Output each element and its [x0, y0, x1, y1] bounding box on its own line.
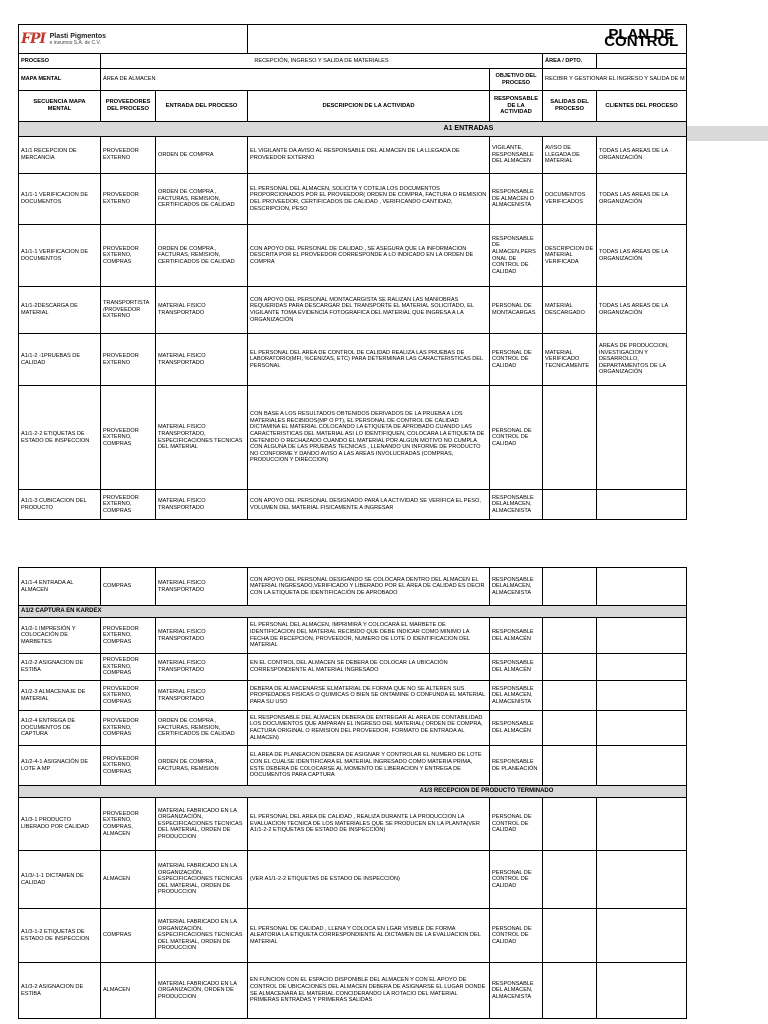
row-outputs: MATERIAL VERIFICADO TECNICAMENTE: [543, 334, 597, 386]
row-responsible: RESPONSABLE DELALMACEN, ALMACENISTA: [490, 490, 543, 520]
col-header-input: ENTRADA DEL PROCESO: [156, 91, 248, 122]
table-row: [19, 618, 687, 654]
row-sequence: A1/2-4-1 ASIGNACIÓN DE LOTE A MP: [19, 746, 101, 786]
row-suppliers: PROVEEDOR EXTERNO, COMPRAS: [101, 654, 156, 681]
mind-map-label: MAPA MENTAL: [19, 69, 101, 91]
row-outputs: [543, 746, 597, 786]
row-suppliers: PROVEEDOR EXTERNO, COMPRAS: [101, 225, 156, 287]
row-sequence: A1/3/-1-1 DICTAMEN DE CALIDAD: [19, 851, 101, 909]
row-sequence: A1/3-2 ASIGNACION DE ESTIBA: [19, 963, 101, 1019]
row-responsible: RESPONSABLE DE ALMACEN O ALMACENISTA: [490, 174, 543, 225]
table-row: [19, 568, 687, 606]
col-header-description: DESCRIPCION DE LA ACTIVIDAD: [248, 91, 490, 122]
row-outputs: MATERIAL DESCARGADO: [543, 287, 597, 334]
row-sequence: A1/2-1 IMPRESIÓN Y COLOCACIÓN DE MARBETES: [19, 618, 101, 654]
table-row: [19, 225, 687, 287]
section-bar-extension: [686, 126, 768, 141]
control-plan-table-page-2: [18, 567, 687, 1019]
logo-mark: FPI: [21, 30, 46, 47]
row-description: EN EL CONTROL DEL ALMACEN SE DEBERA DE COLOCAR LA UBICACIÓN CORRESPONDIENTE AL MATERIAL INGRESADO: [248, 654, 490, 681]
row-suppliers: PROVEEDOR EXTERNO, COMPRAS: [101, 490, 156, 520]
row-input: MATERIAL FABRICADO EN LA ORGANIZACIÓN, ESPECIFICACIONES TECNICAS DEL MATERIAL, ORDEN DE PRODUCCION: [156, 851, 248, 909]
row-description: CON BASE A LOS RESULTADOS OBTENIDOS DERIVADOS DE LA PRUEBA A LOS MATERIALES RECIBIDOS(MP O PT), EL PERSONAL DE CONTROL DE CALIDAD DICTAMINA EL MATERIAL COLOCANDO LA ETIQUETA DE APROBADO CUANDO LAS CARACTERISTICAS DEL MATERIAL ASI LO IDENTIFIQUEN, COLOCARA LA ETIQUETA DE DETENIDO O RECHAZADO CUANDO EL MATERIAL POR ALGUN MOTIVO NO CUMPLA CON ALGUNA DE LAS PRUEBAS TECNICAS , LLENANDO UN INFORME DE PRODUCTO NO CONFORME Y DANDO AVISO A LAS AREAS INVOLUCRADAS (COMPRAS, PRODUCCION Y DIRECCION): [248, 386, 490, 490]
row-clients: [597, 851, 687, 909]
table-row: [19, 681, 687, 711]
row-responsible: RESPONSABLE DEL ALMACÉN: [490, 618, 543, 654]
mind-map-row: [19, 69, 687, 91]
table-row: [19, 490, 687, 520]
row-description: CON APOYO DEL PERSONAL MONTACARGISTA SE RALIZAN LAS MANIOBRAS REQUERIDAS PARA DESCARGAR DEL TRANSPORTE EL MATERIAL SOLICITADO, EL VIGILANTE TOMA EVIDENCIA FOTOGRAFICA DEL MATERIAL QUE INGRESA A LA ORGANIZACIÓN: [248, 287, 490, 334]
row-input: ORDEN DE COMPRA , FACTURAS, REMISION: [156, 746, 248, 786]
row-clients: TODAS LAS AREAS DE LA ORGANIZACIÓN: [597, 174, 687, 225]
row-description: EL PERSONAL DEL AREA DE CALIDAD , REALIZA DURANTE LA PRODUCCION LA EVALUACION TECNICA DE LOS MATERIALES QUE SE PRODUCEN EN LA PLANTA(VER A1/1-2-2 ETIQUETAS DE ESTADO DE INSPECCIÓN): [248, 798, 490, 851]
control-plan-table-page-1: [18, 24, 687, 520]
row-input: MATERIAL FISICO TRANSPORTADO, ESPECIFICACIONES TECNICAS DEL MATERIAL: [156, 386, 248, 490]
row-outputs: [543, 711, 597, 746]
row-input: MATERIAL FISICO TRANSPORTADO: [156, 681, 248, 711]
row-suppliers: PROVEEDOR EXTERNO: [101, 174, 156, 225]
row-description: EL PERSONAL DEL AREA DE CONTROL DE CALIDAD REALIZA LAS PRUEBAS DE LABORATORIO(MFI, %CENIZAS, ETC) PARA DETERMINAR LAS CARACTERISTICAS DEL PERSONAL: [248, 334, 490, 386]
col-header-clients: CLIENTES DEL PROCESO: [597, 91, 687, 122]
process-value: RECEPCIÓN, INGRESO Y SALIDA DE MATERIALES: [101, 54, 543, 69]
company-logo: [19, 25, 248, 54]
row-description: EL RESPONSABLE DEL ALMACEN DEBERA DE ENTREGAR AL AREA DE CONTABILIDAD LOS DOCUMENTOS QUE AMPARAN EL INGRESO DEL MATERIAL( ORDEN DE COMPRA, FACTURA ORIGINAL O REMISION DEL PROVEEDOR, FORMATO DE ENTRADA AL ALMACEN): [248, 711, 490, 746]
row-clients: [597, 654, 687, 681]
row-outputs: [543, 963, 597, 1019]
row-responsible: PERSONAL DE CONTROL DE CALIDAD: [490, 851, 543, 909]
row-clients: [597, 711, 687, 746]
row-clients: [597, 568, 687, 606]
table-row: [19, 137, 687, 174]
row-responsible: RESPONSABLE DEL ALMACEN, ALMACENISTA: [490, 681, 543, 711]
row-outputs: [543, 681, 597, 711]
objective-value: RECIBIR Y GESTIONAR EL INGRESO Y SALIDA DE M: [543, 69, 687, 91]
section-row-a1: [19, 122, 687, 137]
row-responsible: RESPONSABLE DEL ALMACEN, ALMACENISTA: [490, 963, 543, 1019]
row-description: EL PERSONAL DEL ALMACEN, IMPRIMIRÁ Y COLOCARÁ EL MARBETE DE IDENTIFICACION DEL MATERIAL RECIBIDO QUE DEBE INDICAR COMO MINIMO LA FECHA DE RECEPCION, PROVEEDOR, NUMERO DE LOTE O IDENTIFICACION DEL MATERIAL: [248, 618, 490, 654]
row-input: ORDEN DE COMPRA , FACTURAS, REMISION, CERTIFICADOS DE CALIDAD: [156, 711, 248, 746]
row-clients: [597, 909, 687, 963]
row-suppliers: PROVEEDOR EXTERNO, COMPRAS: [101, 618, 156, 654]
row-clients: [597, 746, 687, 786]
row-input: MATERIAL FISICO TRANSPORTADO: [156, 568, 248, 606]
row-suppliers: PROVEEDOR EXTERNO, COMPRAS: [101, 386, 156, 490]
row-clients: TODAS LAS AREAS DE LA ORGANIZACIÓN: [597, 287, 687, 334]
area-label: ÁREA / DPTO.: [543, 54, 597, 69]
row-sequence: A1/3-1 PRODUCTO LIBERADO POR CALIDAD: [19, 798, 101, 851]
section-row-a13: [19, 786, 687, 798]
row-sequence: A1/1-1 VERIFICACION DE DOCUMENTOS: [19, 174, 101, 225]
row-responsible: RESPONSABLE DELALMACEN, ALMACENISTA: [490, 568, 543, 606]
area-value: [597, 54, 687, 69]
row-description: EL VIGILANTE DA AVISO AL RESPONSABLE DEL ALMACEN DE LA LLEGADA DE PROVEEDOR EXTERNO: [248, 137, 490, 174]
company-name: Plasti Pigmentos: [49, 32, 106, 40]
row-outputs: AVISO DE LLEGADA DE MATERIAL: [543, 137, 597, 174]
row-outputs: [543, 490, 597, 520]
row-responsible: RESPONSABLE DEL ALMACÉN: [490, 711, 543, 746]
row-suppliers: COMPRAS: [101, 909, 156, 963]
mind-map-value: ÁREA DE ALMACEN: [101, 69, 490, 91]
row-suppliers: PROVEEDOR EXTERNO: [101, 137, 156, 174]
row-description: EL PERSONAL DEL ALMACEN, SOLICITA Y COTEJA LOS DOCUMENTOS PROPORCIONADOS POR EL PROVEEDOR( ORDEN DE COMPRA, FACTURA O REMISION DEL PROVEEDOR, CERTIFICADOS DE CALIDAD , VERIFICANDO CANTIDAD, DESCRIPCION, PESO: [248, 174, 490, 225]
row-input: MATERIAL FABRICADO EN LA ORGANIZACIÓN, ESPECIFICACIONES TECNICAS DEL MATERIAL, ORDEN DE PRODUCCION: [156, 798, 248, 851]
objective-label: OBJETIVO DEL PROCESO: [490, 69, 543, 91]
table-row: [19, 746, 687, 786]
row-outputs: DESCRIPCION DE MATERIAL VERIFICADA: [543, 225, 597, 287]
table-row: [19, 174, 687, 225]
row-input: MATERIAL FISICO TRANSPORTADO: [156, 618, 248, 654]
row-sequence: A1/1 RECEPCION DE MERCANCIA: [19, 137, 101, 174]
row-description: CON APOYO DEL PERSONAL DESIGANDO SE COLOCARA DENTRO DEL ALMACEN EL MATERIAL INGRESADO,VERIFICADO Y LIBERADO POR EL ÁREA DE CALIDAD ES DECIR CON LA ETIQUETA DE IDENTIFICACIÓN DE APROBADO: [248, 568, 490, 606]
row-input: MATERIAL FISICO TRANSPORTADO: [156, 490, 248, 520]
row-suppliers: PROVEEDOR EXTERNO, COMPRAS: [101, 746, 156, 786]
row-description: EL AREA DE PLANEACION DEBERA DE ASIGNAR Y CONTROLAR EL NUMERO DE LOTE CON EL CUALSE IDENTIFICARA EL MATERIAL INGRESADO COMO MATERIA PRIMA, ESTE DEBERA DE COLOCARSE AL MOMENTO DE LIBERACION Y ENTREGA DE DOCUMENTOS PARA CAPTURA: [248, 746, 490, 786]
table-row: [19, 287, 687, 334]
row-suppliers: PROVEEDOR EXTERNO, COMPRAS, ALMACEN: [101, 798, 156, 851]
row-input: MATERIAL FISICO TRANSPORTADO: [156, 287, 248, 334]
col-header-suppliers: PROVEEDORES DEL PROCESO: [101, 91, 156, 122]
table-row: [19, 334, 687, 386]
row-clients: [597, 681, 687, 711]
row-sequence: A1/1-3 CUBICACION DEL PRODUCTO: [19, 490, 101, 520]
row-suppliers: PROVEEDOR EXTERNO, COMPRAS: [101, 681, 156, 711]
row-input: MATERIAL FISICO TRANSPORTADO: [156, 334, 248, 386]
row-sequence: A1/2-3 ALMACENAJE DE MATERIAL: [19, 681, 101, 711]
row-input: MATERIAL FISICO TRANSPORTADO: [156, 654, 248, 681]
row-clients: TODAS LAS AREAS DE LA ORGANIZACIÓN: [597, 225, 687, 287]
row-description: EL PERSONAL DE CALIDAD , LLENA Y COLOCA EN LGAR VISIBLE DE FORMA ALEATORIA LA ETIQUETA CORRESPONDIENTE AL DICTAMEN DE LA EVALUACION DEL MATERIAL: [248, 909, 490, 963]
row-responsible: PERSONAL DE CONTROL DE CALIDAD: [490, 909, 543, 963]
table-row: [19, 711, 687, 746]
row-description: (VER A1/1-2-2 ETIQUETAS DE ESTADO DE INSPECCIÓN): [248, 851, 490, 909]
row-clients: [597, 490, 687, 520]
table-row: [19, 851, 687, 909]
col-header-responsible: RESPONSABLE DE LA ACTIVIDAD: [490, 91, 543, 122]
row-outputs: DOCUMENTOS VERIFICADOS: [543, 174, 597, 225]
row-outputs: [543, 909, 597, 963]
row-sequence: A1/1-4 ENTRADA AL ALMACEN: [19, 568, 101, 606]
table-row: [19, 798, 687, 851]
row-clients: [597, 386, 687, 490]
row-responsible: RESPONSABLE DE ALMACEN,PERSONAL DE CONTROL DE CALIDAD: [490, 225, 543, 287]
row-input: ORDEN DE COMPRA: [156, 137, 248, 174]
column-header-row: [19, 91, 687, 122]
row-input: ORDEN DE COMPRA , FACTURAS, REMISION, CERTIFICADOS DE CALIDAD: [156, 225, 248, 287]
document-title: PLAN DE CONTROL: [597, 25, 687, 54]
row-responsible: PERSONAL DE CONTROL DE CALIDAD: [490, 386, 543, 490]
row-outputs: [543, 798, 597, 851]
table-row: [19, 963, 687, 1019]
col-header-sequence: SECUENCIA MAPA MENTAL: [19, 91, 101, 122]
company-legal-name: e insumos S.A. de C.V.: [49, 39, 101, 46]
col-header-outputs: SALIDAS DEL PROCESO: [543, 91, 597, 122]
header-row: [19, 25, 687, 54]
table-row: [19, 909, 687, 963]
row-responsible: PERSONAL DE MONTACARGAS: [490, 287, 543, 334]
row-description: DEBERA DE ALMACENARSE ELMATERIAL DE FORMA QUE NO SE ALTEREN SUS PROPIEDADES FISICAS O QUIMICAS O BIEN SE ONTAMINE O CONFUNDA EL MATERIAL PARA SU USO: [248, 681, 490, 711]
row-sequence: A1/3-1-2 ETIQUETAS DE ESTADO DE INSPECCION: [19, 909, 101, 963]
row-responsible: PERSONAL DE CONTROL DE CALIDAD: [490, 334, 543, 386]
row-description: EN FUNCION CON EL ESPACIO DISPONIBLE DEL ALMACEN Y CON EL APOYO DE CONTROL DE UBICACIONES DEL ALMACEN DEBERA DE ASIGNARSE EL LUGAR DONDE SE ALMACENARA EL MATERIAL CONCIDERANDO LA ROTACIO DEL MATERIAL PRIMERAS ENTRADAS Y PRIMERAS SALIDAS: [248, 963, 490, 1019]
process-row: [19, 54, 687, 69]
row-sequence: A1/1-2 -1PRUEBAS DE CALIDAD: [19, 334, 101, 386]
section-a1-title: A1 ENTRADAS: [248, 122, 687, 137]
row-description: CON APOYO DEL PERSONAL DESIGNADO PARA LA ACTIVIDAD SE VERIFICA EL PESO, VOLUMEN DEL MATERIAL FISICAMENTE A INGRESAR: [248, 490, 490, 520]
row-sequence: A1/2-4 ENTREGA DE DOCUMENTOS DE CAPTURA: [19, 711, 101, 746]
row-responsible: RESPONSABLE DEL ALMACÉN: [490, 654, 543, 681]
row-suppliers: ALMACEN: [101, 851, 156, 909]
row-responsible: RESPONSABLE DE PLANEACIÓN: [490, 746, 543, 786]
section-a13-title: A1/3 RECEPCION DE PRODUCTO TERMINADO: [248, 786, 687, 798]
row-clients: TODAS LAS AREAS DE LA ORGANIZACIÓN: [597, 137, 687, 174]
row-sequence: A1/1-1 VERIFICACION DE DOCUMENTOS: [19, 225, 101, 287]
row-outputs: [543, 851, 597, 909]
row-outputs: [543, 386, 597, 490]
row-sequence: A1/2-2 ASIGNACION DE ESTIBA: [19, 654, 101, 681]
row-suppliers: TRANSPORTISTA /PROVEEDOR EXTERNO: [101, 287, 156, 334]
row-suppliers: COMPRAS: [101, 568, 156, 606]
row-outputs: [543, 568, 597, 606]
section-a12-title: A1/2 CAPTURA EN KARDEX: [19, 606, 687, 618]
row-suppliers: PROVEEDOR EXTERNO, COMPRAS: [101, 711, 156, 746]
row-responsible: PERSONAL DE CONTROL DE CALIDAD: [490, 798, 543, 851]
row-responsible: VIGILANTE, RESPONSABLE DEL ALMACEN: [490, 137, 543, 174]
row-input: MATERIAL FABRICADO EN LA ORGANIZACIÓN, ESPECIFICACIONES TECNICAS DEL MATERIAL, ORDEN DE PRODUCCION: [156, 909, 248, 963]
row-suppliers: PROVEEDOR EXTERNO: [101, 334, 156, 386]
table-row: [19, 386, 687, 490]
table-row: [19, 654, 687, 681]
row-input: ORDEN DE COMPRA , FACTURAS, REMISION, CERTIFICADOS DE CALIDAD: [156, 174, 248, 225]
section-row-a12: [19, 606, 687, 618]
row-description: CON APOYO DEL PERSONAL DE CALIDAD , SE ASEGURA QUE LA INFORMACION DESCRITA POR EL PROVEEDOR CORRESPONDE A LO INDICADO EN LA ORDEN DE COMPRA: [248, 225, 490, 287]
row-clients: [597, 798, 687, 851]
row-clients: AREAS DE PRODUCCION, INVESTIGACION Y DESARROLLO, DEPARTAMENTOS DE LA ORGANIZACIÓN: [597, 334, 687, 386]
row-outputs: [543, 618, 597, 654]
row-sequence: A1/1-2DESCARGA DE MATERIAL: [19, 287, 101, 334]
row-clients: [597, 963, 687, 1019]
row-clients: [597, 618, 687, 654]
row-sequence: A1/1-2-2 ETIQUETAS DE ESTADO DE INSPECCION: [19, 386, 101, 490]
row-outputs: [543, 654, 597, 681]
row-suppliers: ALMACEN: [101, 963, 156, 1019]
process-label: PROCESO: [19, 54, 101, 69]
row-input: MATERIAL FABRICADO EN LA ORGANIZACIÓN, ORDEN DE PRODUCCION: [156, 963, 248, 1019]
